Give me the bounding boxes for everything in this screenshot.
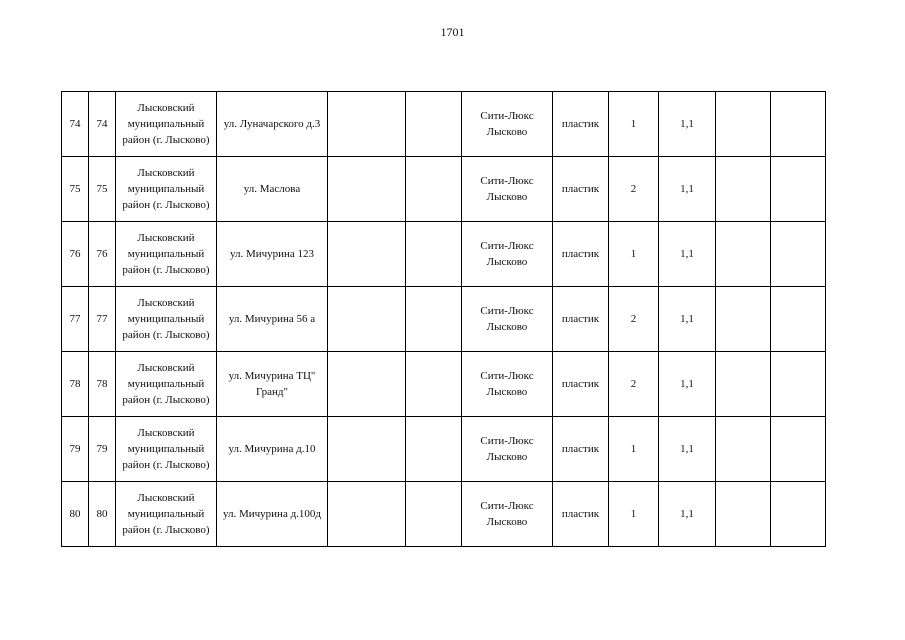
address-cell: ул. Мичурина д.10 <box>217 417 328 482</box>
district-cell: Лысковский муниципальный район (г. Лысково) <box>116 157 217 222</box>
empty-cell-12 <box>771 92 826 157</box>
page-number: 1701 <box>440 25 465 39</box>
row-number-cell: 74 <box>62 92 89 157</box>
row-number-cell: 79 <box>62 417 89 482</box>
address-cell: ул. Луначарского д.3 <box>217 92 328 157</box>
empty-cell-5 <box>328 157 406 222</box>
row-number-cell: 80 <box>62 482 89 547</box>
row-number-cell: 75 <box>62 157 89 222</box>
row-index-cell: 78 <box>89 352 116 417</box>
material-cell: пластик <box>553 157 609 222</box>
material-cell: пластик <box>553 417 609 482</box>
empty-cell-12 <box>771 287 826 352</box>
row-index-cell: 74 <box>89 92 116 157</box>
empty-cell-5 <box>328 352 406 417</box>
table-row <box>62 287 826 352</box>
row-index-cell: 77 <box>89 287 116 352</box>
operator-cell: Сити-Люкс Лысково <box>462 482 553 547</box>
material-cell: пластик <box>553 222 609 287</box>
empty-cell-5 <box>328 417 406 482</box>
volume-cell: 1,1 <box>659 352 716 417</box>
empty-cell-5 <box>328 222 406 287</box>
address-cell: ул. Мичурина 56 а <box>217 287 328 352</box>
row-index-cell: 76 <box>89 222 116 287</box>
district-cell: Лысковский муниципальный район (г. Лысково) <box>116 92 217 157</box>
material-cell: пластик <box>553 92 609 157</box>
empty-cell-6 <box>406 352 462 417</box>
volume-cell: 1,1 <box>659 417 716 482</box>
district-cell: Лысковский муниципальный район (г. Лысково) <box>116 417 217 482</box>
material-cell: пластик <box>553 287 609 352</box>
empty-cell-6 <box>406 92 462 157</box>
district-cell: Лысковский муниципальный район (г. Лысково) <box>116 222 217 287</box>
empty-cell-12 <box>771 157 826 222</box>
table-row <box>62 417 826 482</box>
empty-cell-6 <box>406 482 462 547</box>
count-cell: 1 <box>609 222 659 287</box>
empty-cell-6 <box>406 417 462 482</box>
count-cell: 1 <box>609 92 659 157</box>
table-row <box>62 92 826 157</box>
empty-cell-11 <box>716 482 771 547</box>
district-cell: Лысковский муниципальный район (г. Лысково) <box>116 482 217 547</box>
empty-cell-12 <box>771 352 826 417</box>
empty-cell-11 <box>716 352 771 417</box>
row-index-cell: 80 <box>89 482 116 547</box>
row-index-cell: 79 <box>89 417 116 482</box>
table-row <box>62 157 826 222</box>
district-cell: Лысковский муниципальный район (г. Лысково) <box>116 287 217 352</box>
volume-cell: 1,1 <box>659 92 716 157</box>
address-cell: ул. Мичурина ТЦ" Гранд" <box>217 352 328 417</box>
address-cell: ул. Маслова <box>217 157 328 222</box>
empty-cell-6 <box>406 287 462 352</box>
table-body <box>62 92 826 547</box>
operator-cell: Сити-Люкс Лысково <box>462 417 553 482</box>
empty-cell-5 <box>328 482 406 547</box>
operator-cell: Сити-Люкс Лысково <box>462 287 553 352</box>
table-row <box>62 482 826 547</box>
operator-cell: Сити-Люкс Лысково <box>462 157 553 222</box>
address-cell: ул. Мичурина 123 <box>217 222 328 287</box>
row-number-cell: 78 <box>62 352 89 417</box>
empty-cell-12 <box>771 482 826 547</box>
empty-cell-6 <box>406 157 462 222</box>
empty-cell-11 <box>716 222 771 287</box>
row-number-cell: 77 <box>62 287 89 352</box>
empty-cell-5 <box>328 92 406 157</box>
empty-cell-5 <box>328 287 406 352</box>
registry-table <box>61 91 826 547</box>
count-cell: 2 <box>609 157 659 222</box>
empty-cell-11 <box>716 417 771 482</box>
empty-cell-12 <box>771 417 826 482</box>
volume-cell: 1,1 <box>659 157 716 222</box>
empty-cell-11 <box>716 287 771 352</box>
count-cell: 2 <box>609 352 659 417</box>
table-row <box>62 352 826 417</box>
row-index-cell: 75 <box>89 157 116 222</box>
address-cell: ул. Мичурина д.100д <box>217 482 328 547</box>
operator-cell: Сити-Люкс Лысково <box>462 92 553 157</box>
material-cell: пластик <box>553 482 609 547</box>
empty-cell-11 <box>716 157 771 222</box>
row-number-cell: 76 <box>62 222 89 287</box>
volume-cell: 1,1 <box>659 482 716 547</box>
operator-cell: Сити-Люкс Лысково <box>462 352 553 417</box>
volume-cell: 1,1 <box>659 287 716 352</box>
volume-cell: 1,1 <box>659 222 716 287</box>
count-cell: 1 <box>609 417 659 482</box>
count-cell: 1 <box>609 482 659 547</box>
material-cell: пластик <box>553 352 609 417</box>
operator-cell: Сити-Люкс Лысково <box>462 222 553 287</box>
empty-cell-6 <box>406 222 462 287</box>
empty-cell-12 <box>771 222 826 287</box>
count-cell: 2 <box>609 287 659 352</box>
empty-cell-11 <box>716 92 771 157</box>
table-row <box>62 222 826 287</box>
district-cell: Лысковский муниципальный район (г. Лысково) <box>116 352 217 417</box>
